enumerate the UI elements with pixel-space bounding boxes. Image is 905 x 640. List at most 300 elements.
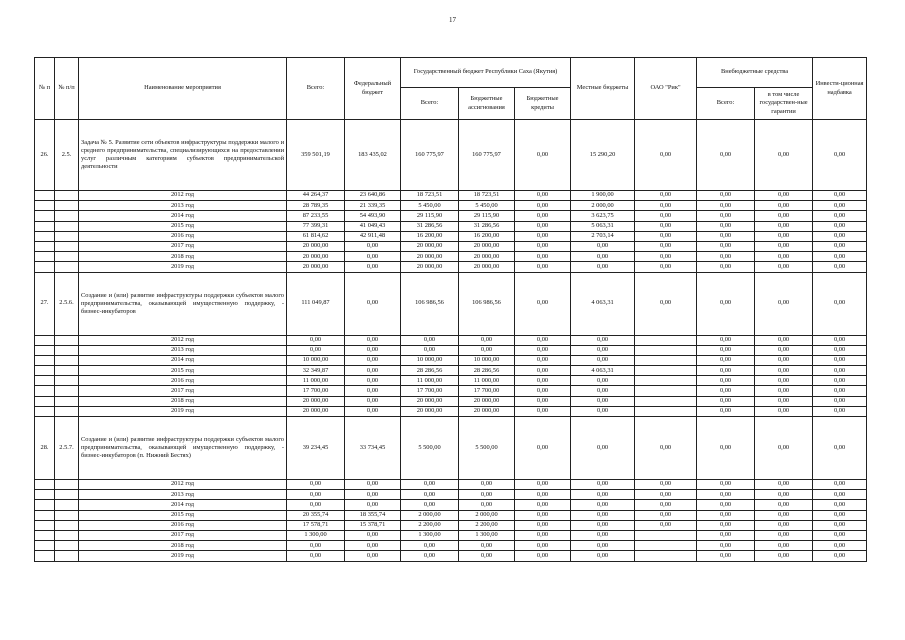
empty-cell	[35, 480, 55, 490]
year-label: 2014 год	[79, 211, 287, 221]
year-row	[35, 366, 867, 376]
value-cell: 0,00	[697, 406, 755, 416]
header-invest: Инвести-ционная надбавка	[813, 58, 867, 120]
row-npn: 2.5.	[55, 120, 79, 191]
value-cell: 0,00	[697, 355, 755, 365]
value-cell: 5 500,00	[459, 417, 515, 480]
value-cell: 1 300,00	[287, 530, 345, 540]
empty-cell	[55, 490, 79, 500]
empty-cell	[55, 366, 79, 376]
empty-cell	[55, 335, 79, 345]
value-cell: 0,00	[635, 262, 697, 272]
value-cell: 0,00	[571, 345, 635, 355]
activity-name: Создание и (или) развитие инфраструктуры поддержки субъектов малого предпринимательства, оказывающей имущественную поддержку, - бизнес-инкубаторов (п. Нижний Бестях)	[79, 417, 287, 480]
value-cell: 0,00	[697, 191, 755, 201]
value-cell	[635, 530, 697, 540]
value-cell	[635, 551, 697, 561]
value-cell: 4 063,31	[571, 366, 635, 376]
value-cell: 0,00	[755, 231, 813, 241]
value-cell: 20 000,00	[459, 406, 515, 416]
value-cell: 0,00	[515, 221, 571, 231]
value-cell: 0,00	[813, 211, 867, 221]
value-cell: 0,00	[697, 376, 755, 386]
year-row	[35, 551, 867, 561]
value-cell: 0,00	[813, 417, 867, 480]
value-cell: 359 501,19	[287, 120, 345, 191]
year-label: 2013 год	[79, 345, 287, 355]
value-cell	[635, 386, 697, 396]
value-cell: 0,00	[697, 396, 755, 406]
empty-cell	[55, 355, 79, 365]
year-row	[35, 490, 867, 500]
value-cell: 0,00	[345, 272, 401, 335]
value-cell	[635, 366, 697, 376]
empty-cell	[55, 551, 79, 561]
year-label: 2015 год	[79, 366, 287, 376]
value-cell	[635, 406, 697, 416]
value-cell: 0,00	[697, 201, 755, 211]
value-cell: 0,00	[813, 201, 867, 211]
value-cell: 0,00	[571, 262, 635, 272]
value-cell: 0,00	[755, 262, 813, 272]
value-cell: 0,00	[515, 480, 571, 490]
value-cell: 0,00	[635, 191, 697, 201]
value-cell: 0,00	[697, 500, 755, 510]
value-cell: 0,00	[813, 221, 867, 231]
header-local: Местные бюджеты	[571, 58, 635, 120]
empty-cell	[55, 262, 79, 272]
empty-cell	[35, 231, 55, 241]
value-cell: 0,00	[813, 541, 867, 551]
value-cell: 20 000,00	[287, 252, 345, 262]
value-cell: 0,00	[515, 120, 571, 191]
value-cell: 32 349,87	[287, 366, 345, 376]
value-cell: 0,00	[515, 417, 571, 480]
value-cell: 0,00	[571, 386, 635, 396]
value-cell: 0,00	[755, 211, 813, 221]
value-cell: 2 000,00	[401, 510, 459, 520]
year-label: 2018 год	[79, 252, 287, 262]
year-label: 2012 год	[79, 191, 287, 201]
activity-row	[35, 120, 867, 191]
value-cell: 2 703,14	[571, 231, 635, 241]
value-cell: 0,00	[635, 221, 697, 231]
value-cell: 20 000,00	[401, 241, 459, 251]
value-cell: 0,00	[571, 500, 635, 510]
value-cell: 0,00	[571, 335, 635, 345]
activity-name: Создание и (или) развитие инфраструктуры поддержки субъектов малого предпринимательства, оказывающей имущественную поддержку, - бизнес-инкубаторов	[79, 272, 287, 335]
value-cell: 0,00	[755, 272, 813, 335]
empty-cell	[35, 221, 55, 231]
year-label: 2014 год	[79, 355, 287, 365]
value-cell: 0,00	[635, 120, 697, 191]
year-label: 2019 год	[79, 262, 287, 272]
year-label: 2016 год	[79, 231, 287, 241]
header-off-incl: в том числе государствен-ные гарантии	[755, 88, 813, 120]
value-cell: 0,00	[697, 490, 755, 500]
value-cell: 0,00	[571, 396, 635, 406]
value-cell: 160 775,97	[459, 120, 515, 191]
year-label: 2018 год	[79, 541, 287, 551]
empty-cell	[55, 480, 79, 490]
value-cell: 0,00	[345, 345, 401, 355]
value-cell: 106 986,56	[459, 272, 515, 335]
value-cell: 0,00	[813, 335, 867, 345]
value-cell: 11 000,00	[401, 376, 459, 386]
value-cell: 0,00	[635, 272, 697, 335]
value-cell: 0,00	[287, 345, 345, 355]
value-cell: 0,00	[697, 541, 755, 551]
value-cell: 10 000,00	[459, 355, 515, 365]
value-cell: 0,00	[813, 500, 867, 510]
header-rep-total: Всего:	[401, 88, 459, 120]
year-row	[35, 241, 867, 251]
empty-cell	[35, 241, 55, 251]
value-cell: 0,00	[345, 252, 401, 262]
value-cell: 0,00	[401, 480, 459, 490]
value-cell: 0,00	[813, 241, 867, 251]
empty-cell	[35, 355, 55, 365]
value-cell: 0,00	[635, 500, 697, 510]
year-label: 2018 год	[79, 396, 287, 406]
value-cell: 44 264,37	[287, 191, 345, 201]
value-cell: 0,00	[345, 262, 401, 272]
row-npn: 2.5.7.	[55, 417, 79, 480]
value-cell: 0,00	[755, 396, 813, 406]
value-cell: 16 200,00	[459, 231, 515, 241]
empty-cell	[35, 530, 55, 540]
value-cell: 0,00	[635, 417, 697, 480]
value-cell: 5 500,00	[401, 417, 459, 480]
year-label: 2014 год	[79, 500, 287, 510]
empty-cell	[55, 252, 79, 262]
value-cell: 183 435,02	[345, 120, 401, 191]
value-cell: 106 986,56	[401, 272, 459, 335]
year-label: 2019 год	[79, 551, 287, 561]
value-cell: 0,00	[515, 241, 571, 251]
value-cell: 0,00	[697, 231, 755, 241]
value-cell: 0,00	[697, 520, 755, 530]
value-cell: 17 578,71	[287, 520, 345, 530]
value-cell: 17 700,00	[401, 386, 459, 396]
year-label: 2012 год	[79, 335, 287, 345]
value-cell: 0,00	[571, 510, 635, 520]
value-cell: 4 063,31	[571, 272, 635, 335]
activity-name: Задача № 5. Развитие сети объектов инфраструктуры поддержки малого и среднего предпринимательства, специализирующихся на предоставлении услуг различным категориям субъектов предпринимательской деятельности	[79, 120, 287, 191]
year-row	[35, 541, 867, 551]
value-cell: 28 286,56	[401, 366, 459, 376]
value-cell: 160 775,97	[401, 120, 459, 191]
value-cell: 0,00	[515, 366, 571, 376]
value-cell: 0,00	[697, 417, 755, 480]
value-cell	[635, 396, 697, 406]
value-cell: 2 000,00	[459, 510, 515, 520]
value-cell: 0,00	[697, 480, 755, 490]
value-cell: 0,00	[515, 510, 571, 520]
value-cell: 0,00	[755, 520, 813, 530]
table-body	[35, 120, 867, 562]
value-cell: 0,00	[755, 510, 813, 520]
row-np: 27.	[35, 272, 55, 335]
year-label: 2012 год	[79, 480, 287, 490]
value-cell: 0,00	[755, 386, 813, 396]
empty-cell	[35, 520, 55, 530]
value-cell: 0,00	[755, 201, 813, 211]
empty-cell	[35, 262, 55, 272]
value-cell: 0,00	[459, 345, 515, 355]
value-cell: 0,00	[287, 335, 345, 345]
value-cell: 0,00	[515, 335, 571, 345]
value-cell: 0,00	[287, 551, 345, 561]
empty-cell	[35, 510, 55, 520]
value-cell: 20 000,00	[401, 396, 459, 406]
value-cell: 0,00	[813, 386, 867, 396]
value-cell: 0,00	[697, 366, 755, 376]
value-cell: 0,00	[755, 551, 813, 561]
year-row	[35, 406, 867, 416]
value-cell: 1 300,00	[459, 530, 515, 540]
value-cell: 1 300,00	[401, 530, 459, 540]
empty-cell	[35, 366, 55, 376]
empty-cell	[35, 376, 55, 386]
value-cell: 23 640,86	[345, 191, 401, 201]
value-cell: 39 234,45	[287, 417, 345, 480]
header-oao: ОАО "Рик"	[635, 58, 697, 120]
value-cell: 0,00	[345, 241, 401, 251]
value-cell: 0,00	[515, 211, 571, 221]
value-cell: 0,00	[635, 211, 697, 221]
value-cell: 0,00	[755, 221, 813, 231]
header-name: Наименование мероприятия	[79, 58, 287, 120]
value-cell: 0,00	[287, 490, 345, 500]
value-cell: 0,00	[401, 500, 459, 510]
value-cell: 0,00	[515, 191, 571, 201]
value-cell: 0,00	[755, 480, 813, 490]
value-cell: 0,00	[813, 490, 867, 500]
value-cell: 0,00	[345, 406, 401, 416]
value-cell: 0,00	[571, 480, 635, 490]
value-cell: 15 378,71	[345, 520, 401, 530]
value-cell: 0,00	[571, 541, 635, 551]
value-cell: 0,00	[635, 510, 697, 520]
value-cell: 41 049,43	[345, 221, 401, 231]
table-header	[35, 58, 867, 120]
value-cell: 0,00	[635, 480, 697, 490]
empty-cell	[55, 520, 79, 530]
value-cell: 0,00	[287, 500, 345, 510]
value-cell	[635, 335, 697, 345]
value-cell: 0,00	[401, 551, 459, 561]
budget-table	[34, 57, 867, 562]
empty-cell	[35, 335, 55, 345]
empty-cell	[35, 345, 55, 355]
header-offbudget: Внебюджетные средства	[697, 58, 813, 88]
value-cell: 20 000,00	[287, 396, 345, 406]
value-cell: 0,00	[515, 406, 571, 416]
value-cell: 0,00	[813, 252, 867, 262]
value-cell: 0,00	[515, 355, 571, 365]
value-cell: 0,00	[813, 355, 867, 365]
value-cell: 2 200,00	[401, 520, 459, 530]
value-cell: 20 000,00	[459, 241, 515, 251]
value-cell: 0,00	[459, 335, 515, 345]
year-row	[35, 345, 867, 355]
value-cell: 0,00	[697, 241, 755, 251]
value-cell: 29 115,90	[459, 211, 515, 221]
value-cell: 20 000,00	[401, 262, 459, 272]
value-cell: 0,00	[697, 221, 755, 231]
value-cell: 0,00	[401, 541, 459, 551]
value-cell: 0,00	[515, 272, 571, 335]
value-cell: 0,00	[755, 355, 813, 365]
year-label: 2016 год	[79, 376, 287, 386]
value-cell	[635, 541, 697, 551]
value-cell: 0,00	[813, 510, 867, 520]
page-number: 17	[449, 16, 456, 24]
year-row	[35, 252, 867, 262]
value-cell: 0,00	[515, 396, 571, 406]
value-cell: 29 115,90	[401, 211, 459, 221]
year-label: 2015 год	[79, 221, 287, 231]
value-cell: 0,00	[571, 417, 635, 480]
empty-cell	[35, 541, 55, 551]
row-np: 26.	[35, 120, 55, 191]
value-cell: 2 200,00	[459, 520, 515, 530]
activity-row	[35, 272, 867, 335]
value-cell: 0,00	[571, 520, 635, 530]
empty-cell	[55, 345, 79, 355]
value-cell: 0,00	[345, 500, 401, 510]
value-cell: 31 286,56	[401, 221, 459, 231]
value-cell: 20 000,00	[459, 262, 515, 272]
value-cell: 0,00	[697, 120, 755, 191]
value-cell: 0,00	[345, 541, 401, 551]
value-cell	[635, 345, 697, 355]
value-cell: 18 355,74	[345, 510, 401, 520]
empty-cell	[35, 500, 55, 510]
value-cell: 20 355,74	[287, 510, 345, 520]
header-np: № п	[35, 58, 55, 120]
value-cell: 20 000,00	[287, 262, 345, 272]
row-npn: 2.5.6.	[55, 272, 79, 335]
value-cell: 0,00	[813, 376, 867, 386]
value-cell: 17 700,00	[459, 386, 515, 396]
value-cell: 0,00	[813, 231, 867, 241]
empty-cell	[55, 201, 79, 211]
empty-cell	[55, 406, 79, 416]
value-cell: 0,00	[401, 335, 459, 345]
value-cell: 31 286,56	[459, 221, 515, 231]
value-cell: 0,00	[515, 386, 571, 396]
value-cell: 11 000,00	[287, 376, 345, 386]
value-cell: 0,00	[755, 366, 813, 376]
value-cell: 0,00	[813, 345, 867, 355]
year-row	[35, 355, 867, 365]
year-row	[35, 191, 867, 201]
year-row	[35, 335, 867, 345]
value-cell: 0,00	[515, 252, 571, 262]
value-cell: 0,00	[459, 500, 515, 510]
value-cell: 0,00	[515, 201, 571, 211]
value-cell: 0,00	[571, 551, 635, 561]
value-cell: 0,00	[813, 530, 867, 540]
value-cell: 111 049,87	[287, 272, 345, 335]
empty-cell	[35, 406, 55, 416]
value-cell: 18 723,51	[459, 191, 515, 201]
year-row	[35, 386, 867, 396]
empty-cell	[35, 211, 55, 221]
empty-cell	[55, 211, 79, 221]
value-cell: 0,00	[813, 262, 867, 272]
empty-cell	[55, 500, 79, 510]
value-cell: 0,00	[755, 345, 813, 355]
value-cell: 17 700,00	[287, 386, 345, 396]
value-cell: 0,00	[697, 272, 755, 335]
value-cell: 0,00	[635, 252, 697, 262]
value-cell: 16 200,00	[401, 231, 459, 241]
year-label: 2015 год	[79, 510, 287, 520]
header-off-total: Всего:	[697, 88, 755, 120]
value-cell: 0,00	[345, 480, 401, 490]
empty-cell	[55, 541, 79, 551]
value-cell: 0,00	[813, 366, 867, 376]
value-cell	[635, 355, 697, 365]
value-cell: 87 233,55	[287, 211, 345, 221]
value-cell: 0,00	[813, 191, 867, 201]
year-row	[35, 231, 867, 241]
value-cell: 42 911,48	[345, 231, 401, 241]
empty-cell	[55, 386, 79, 396]
value-cell: 0,00	[813, 520, 867, 530]
value-cell: 0,00	[515, 520, 571, 530]
value-cell: 0,00	[459, 490, 515, 500]
empty-cell	[35, 386, 55, 396]
value-cell: 0,00	[401, 345, 459, 355]
value-cell: 0,00	[697, 211, 755, 221]
value-cell: 0,00	[697, 386, 755, 396]
value-cell: 0,00	[755, 191, 813, 201]
value-cell: 2 000,00	[571, 201, 635, 211]
value-cell: 20 000,00	[459, 252, 515, 262]
value-cell: 0,00	[755, 335, 813, 345]
empty-cell	[55, 530, 79, 540]
header-federal: Федеральный бюджет	[345, 58, 401, 120]
value-cell: 20 000,00	[459, 396, 515, 406]
value-cell: 0,00	[345, 335, 401, 345]
value-cell: 0,00	[755, 530, 813, 540]
value-cell: 0,00	[515, 500, 571, 510]
value-cell: 0,00	[697, 252, 755, 262]
value-cell: 10 000,00	[401, 355, 459, 365]
header-npn: № п/п	[55, 58, 79, 120]
value-cell: 0,00	[813, 480, 867, 490]
empty-cell	[35, 252, 55, 262]
value-cell: 0,00	[635, 490, 697, 500]
value-cell: 0,00	[459, 480, 515, 490]
value-cell: 0,00	[287, 480, 345, 490]
header-rep-credit: Бюджетные кредиты	[515, 88, 571, 120]
value-cell: 0,00	[755, 490, 813, 500]
value-cell: 0,00	[755, 120, 813, 191]
value-cell: 0,00	[697, 335, 755, 345]
row-np: 28.	[35, 417, 55, 480]
year-row	[35, 480, 867, 490]
value-cell: 0,00	[635, 231, 697, 241]
value-cell: 0,00	[697, 262, 755, 272]
empty-cell	[35, 490, 55, 500]
value-cell: 0,00	[571, 355, 635, 365]
value-cell: 0,00	[571, 252, 635, 262]
